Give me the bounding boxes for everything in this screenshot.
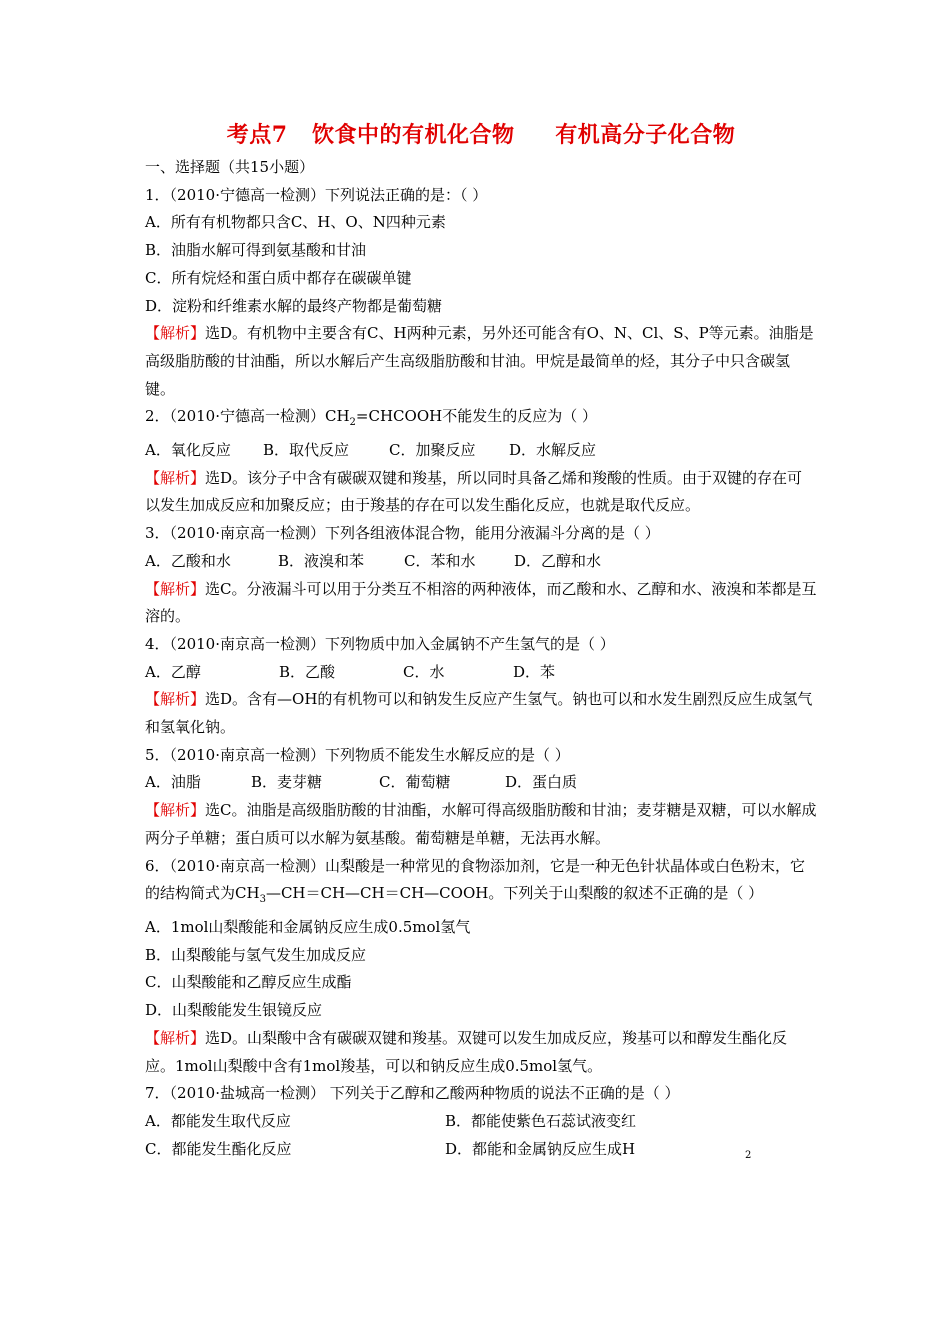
explain-label: 【解析】 [145, 801, 206, 820]
option-d-text: D．都能和金属钠反应生成H [445, 1139, 636, 1158]
section-heading: 一、选择题（共15小题） [145, 158, 315, 176]
option-b: B．取代反应 [263, 441, 350, 460]
question-2-options [145, 437, 817, 465]
explain-label: 【解析】 [145, 579, 206, 598]
subscript: 3 [259, 894, 266, 906]
subscript: 2 [745, 1149, 752, 1161]
option-a: A．油脂 [145, 773, 201, 792]
explain-text: 选D。山梨酸中含有碳碳双键和羧基。双键可以发生加成反应，羧基可以和醇发生酯化反应。1mol山梨酸中含有1mol羧基，可以和钠反应生成0.5mol氢气。 [145, 1028, 788, 1075]
question-4-options [145, 659, 817, 687]
option-d: D．乙醇和水 [514, 551, 602, 570]
option-a: A．氧化反应 [145, 441, 231, 460]
question-5-stem: 5．（2010·南京高一检测）下列物质不能发生水解反应的是（ ） [145, 745, 570, 764]
document-page [145, 120, 817, 1169]
option-a: A．都能发生取代反应 [145, 1111, 291, 1130]
question-2-explanation [145, 465, 817, 520]
option-b: B．乙酸 [279, 662, 336, 681]
question-3-stem: 3．（2010·南京高一检测）下列各组液体混合物，能用分液漏斗分离的是（ ） [145, 524, 660, 543]
option-c: C．加聚反应 [389, 441, 476, 460]
question-1-option-b: B．油脂水解可得到氨基酸和甘油 [145, 241, 367, 260]
option-c: C．葡萄糖 [379, 773, 451, 792]
option-c: C．都能发生酯化反应 [145, 1139, 292, 1158]
explain-label: 【解析】 [145, 324, 206, 343]
option-d: D．蛋白质 [505, 773, 578, 792]
question-7-options-row-1 [145, 1108, 817, 1136]
question-1-option-d: D．淀粉和纤维素水解的最终产物都是葡萄糖 [145, 296, 443, 315]
stem-text: 2．（2010·宁德高一检测）CH [145, 407, 350, 426]
question-6-explanation [145, 1025, 817, 1080]
explain-label: 【解析】 [145, 1028, 206, 1047]
option-b: B．麦芽糖 [251, 773, 323, 792]
question-3-options [145, 548, 817, 576]
option-d [445, 1136, 752, 1170]
question-6-option-d: D．山梨酸能发生银镜反应 [145, 1001, 323, 1020]
question-5-explanation [145, 797, 817, 852]
question-1-explanation [145, 320, 817, 403]
stem-text: =CHCOOH不能发生的反应为（ ） [355, 407, 597, 426]
stem-text: —CH＝CH—CH＝CH—COOH。下列关于山梨酸的叙述不正确的是（ ） [265, 884, 764, 903]
question-4-stem: 4．（2010·南京高一检测）下列物质中加入金属钠不产生氢气的是（ ） [145, 634, 615, 653]
question-1-option-a: A．所有有机物都只含C、H、O、N四种元素 [145, 213, 446, 232]
page-title: 考点7 饮食中的有机化合物 有机高分子化合物 [226, 122, 736, 148]
option-a: A．乙醇 [145, 662, 201, 681]
explain-label: 【解析】 [145, 468, 206, 487]
question-6-option-c: C．山梨酸能和乙醇反应生成酯 [145, 973, 352, 992]
question-7-stem: 7．（2010·盐城高一检测） 下列关于乙醇和乙酸两种物质的说法不正确的是（ ） [145, 1084, 680, 1103]
stem-text: 6．（2010·南京高一检测）山梨酸是一种常见的食物添加剂，它是一种无色针状晶体或白色粉末，它的结构简式为CH [145, 856, 805, 903]
option-a: A．乙酸和水 [145, 551, 231, 570]
explain-text: 选C。油脂是高级脂肪酸的甘油酯，水解可得高级脂肪酸和甘油；麦芽糖是双糖，可以水解成两分子单糖；蛋白质可以水解为氨基酸。葡萄糖是单糖，无法再水解。 [145, 801, 817, 847]
subscript: 2 [349, 417, 356, 429]
option-d: D．水解反应 [509, 441, 597, 460]
question-3-explanation [145, 576, 817, 631]
option-b: B．液溴和苯 [278, 551, 365, 570]
question-5-options [145, 769, 817, 797]
question-1-option-c: C．所有烷烃和蛋白质中都存在碳碳单键 [145, 268, 412, 287]
explain-label: 【解析】 [145, 690, 206, 709]
question-6-stem [145, 853, 817, 914]
option-c: C．水 [403, 662, 445, 681]
question-4-explanation [145, 686, 817, 741]
question-6-option-b: B．山梨酸能与氢气发生加成反应 [145, 945, 367, 964]
question-6-option-a: A．1mol山梨酸能和金属钠反应生成0.5mol氢气 [145, 917, 471, 936]
explain-text: 选D。有机物中主要含有C、H两种元素，另外还可能含有O、N、Cl、S、P等元素。油脂是高级脂肪酸的甘油酯，所以水解后产生高级脂肪酸和甘油。甲烷是最简单的烃，其分子中只含碳氢键。 [145, 324, 814, 398]
option-c: C．苯和水 [404, 551, 476, 570]
question-7-options-row-2 [145, 1136, 817, 1170]
explain-text: 选D。该分子中含有碳碳双键和羧基，所以同时具备乙烯和羧酸的性质。由于双键的存在可以发生加成反应和加聚反应；由于羧基的存在可以发生酯化反应，也就是取代反应。 [145, 468, 803, 515]
question-1-stem: 1．（2010·宁德高一检测）下列说法正确的是：（ ） [145, 185, 488, 204]
explain-text: 选D。含有—OH的有机物可以和钠发生反应产生氢气。钠也可以和水发生剧烈反应生成氢气和氢氧化钠。 [145, 690, 813, 737]
question-2-stem [145, 403, 817, 437]
explain-text: 选C。分液漏斗可以用于分类互不相溶的两种液体，而乙酸和水、乙醇和水、液溴和苯都是互溶的。 [145, 579, 817, 626]
option-d: D．苯 [513, 662, 556, 681]
option-b: B．都能使紫色石蕊试液变红 [445, 1111, 637, 1130]
